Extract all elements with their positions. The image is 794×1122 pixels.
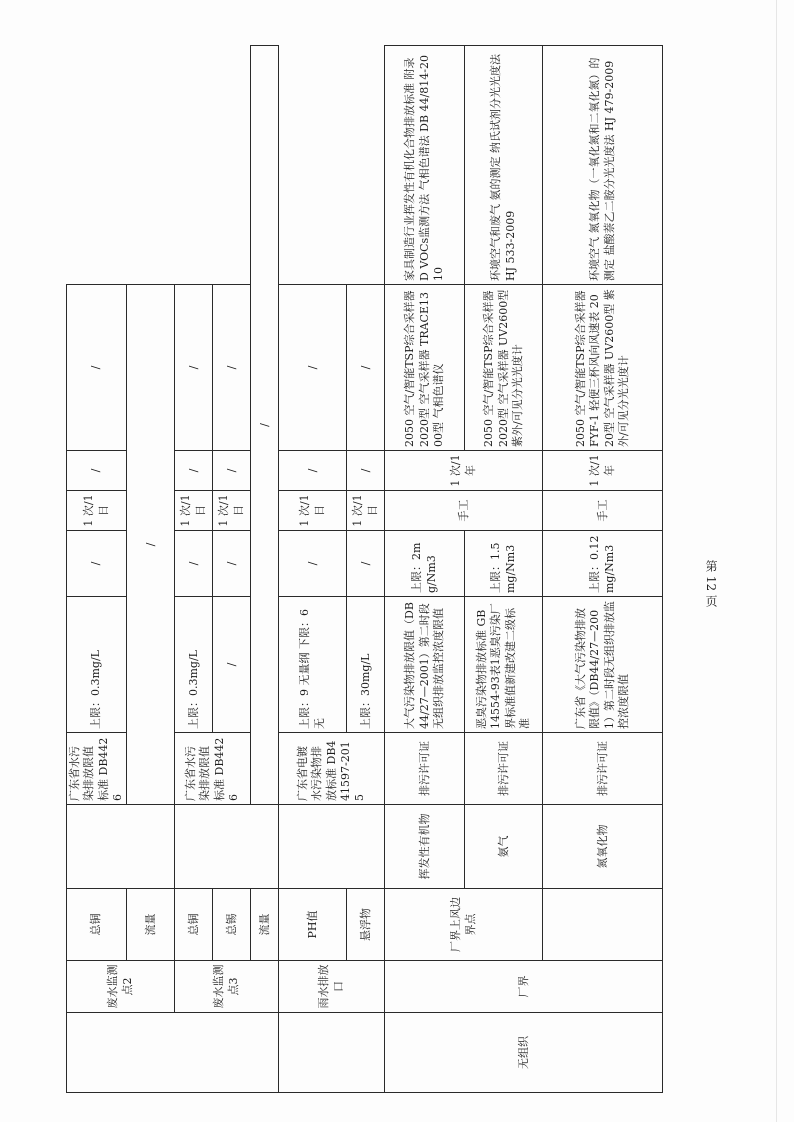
limit-cell: 上限：1.5mg/Nm3 (465, 531, 543, 597)
pollutant-cell: 总锡 (213, 889, 251, 961)
limit-cell: 上限：0.3mg/L (67, 597, 127, 733)
basis-cell-empty (175, 805, 279, 889)
table-row (385, 46, 465, 1093)
standard-cell: 广东省《大气污染物排放限值》（DB44/27—2001）第二时段无组织排放监控浓度限值 (543, 597, 663, 733)
group-cell-empty (279, 1013, 385, 1093)
standard-cell: 广东省水污染排放限值标准 DB4426 (67, 733, 127, 805)
pollutant-cell: 总铜 (175, 889, 213, 961)
pollutant-cell: 流量 (251, 889, 279, 961)
point-cell: 废水监测点2 (67, 961, 175, 1013)
analysis-cell: / (347, 285, 385, 451)
point-cell: 雨水排放口 (279, 961, 385, 1013)
limit-cell: 上限：0.3mg/L (175, 597, 213, 733)
merged-slash-cell: / (127, 285, 175, 805)
frequency-cell: 1 次/1 年 (385, 451, 543, 491)
table-row (213, 46, 251, 1093)
scan-edge (776, 0, 777, 1122)
table-row (347, 46, 385, 1093)
page-number: 第 12 页 (704, 560, 718, 607)
merged-slash-cell: / (251, 46, 279, 805)
analysis-cell: / (213, 285, 251, 451)
limit-cell: 上限：0.12mg/Nm3 (543, 531, 663, 597)
pollutant-cell: 氮氧化物 (543, 805, 663, 889)
point-cell: 厂界上风边界点 (385, 889, 543, 961)
monitoring-table (66, 45, 663, 1093)
frequency-cell: 1 次/1 日 (347, 491, 385, 531)
analysis-cell: 环境空气 氮氧化物（一氧化氮和二氧化氮）的测定 盐酸萘乙二胺分光光度法 HJ 479-2009 (543, 46, 663, 285)
method-cell: 手工 (543, 491, 663, 531)
table-row (127, 46, 175, 1093)
standard-cell: 恶臭污染物排放标准 GB 14554-93表1恶臭污染厂界标准值新建改建二级标准 (465, 597, 543, 733)
pollutant-cell: 氨气 (465, 805, 543, 889)
standard-cell: 广东省水污染排放限值标准 DB4426 (175, 733, 251, 805)
method-cell: / (279, 531, 347, 597)
instrument-cell: / (175, 451, 213, 491)
basis-cell: 排污许可证 (543, 733, 663, 805)
instrument-cell: 2050 空气/智能TSP综合采样器 2020型 空气采样器 TRACE1300型 气相色谱仪 (385, 285, 465, 451)
method-cell: 手工 (385, 491, 543, 531)
group-cell: 无组织 (385, 1013, 663, 1093)
table-row (175, 46, 213, 1093)
limit-cell: 上限：30mg/L (347, 597, 385, 733)
table-row (279, 46, 347, 1093)
analysis-cell: / (67, 285, 127, 451)
frequency-cell: 1 次/1 日 (213, 491, 251, 531)
pollutant-cell: 流量 (127, 889, 175, 961)
frequency-cell: 1 次/1 日 (175, 491, 213, 531)
limit-cell: 上限：9 无量纲 下限：6 无 (279, 597, 347, 733)
frequency-cell: 1 次/1 日 (67, 491, 127, 531)
pollutant-cell: 总铜 (67, 889, 127, 961)
limit-cell: 上限：2mg/Nm3 (385, 531, 465, 597)
pollutant-cell: 悬浮物 (347, 889, 385, 961)
rotated-table-wrapper (66, 46, 662, 1093)
instrument-cell: / (213, 451, 251, 491)
limit-cell: / (213, 597, 251, 733)
instrument-cell: / (279, 451, 347, 491)
point-cell-empty (543, 889, 663, 961)
group-cell-empty (67, 1013, 279, 1093)
standard-cell: 广东省电镀水污染物排放标准 DB441597-2015 (279, 733, 385, 805)
instrument-cell: / (347, 451, 385, 491)
analysis-cell: 家具制造行业挥发性有机化合物排放标准 附录 D VOCs监测方法 气相色谱法 DB 44/814-2010 (385, 46, 465, 285)
point-cell: 废水监测点3 (175, 961, 279, 1013)
frequency-cell: 1 次/1 年 (543, 451, 663, 491)
instrument-cell: / (67, 451, 127, 491)
table-row (543, 46, 663, 1093)
instrument-cell: 2050 空气/智能TSP综合采样器 FYF-1 轻便三杯风向风速表 2020型 空气采样器 UV2600型 紫外/可见分光光度计 (543, 285, 663, 451)
pollutant-cell: PH值 (279, 889, 347, 961)
method-cell: / (347, 531, 385, 597)
table-row (251, 46, 279, 1093)
frequency-cell: 1 次/1 日 (279, 491, 347, 531)
standard-cell: 大气污染物排放限值（DB44/27—2001）第二时段无组织排放监控浓度限值 (385, 597, 465, 733)
basis-cell: 排污许可证 (465, 733, 543, 805)
basis-cell-empty (67, 805, 175, 889)
table-row (67, 46, 127, 1093)
analysis-cell: 环境空气和废气 氨的测定 纳氏试剂分光光度法 HJ 533-2009 (465, 46, 543, 285)
analysis-cell: / (175, 285, 213, 451)
analysis-cell: / (279, 285, 347, 451)
instrument-cell: 2050 空气/智能TSP综合采样器 2020型 空气采样器 UV2600型 紫外/可见分光光度计 (465, 285, 543, 451)
basis-cell: 排污许可证 (385, 733, 465, 805)
pollutant-cell: 挥发性有机物 (385, 805, 465, 889)
method-cell: / (67, 531, 127, 597)
sub-group-cell: 厂界 (385, 961, 663, 1013)
basis-cell-empty (279, 805, 385, 889)
method-cell: / (175, 531, 213, 597)
method-cell: / (213, 531, 251, 597)
